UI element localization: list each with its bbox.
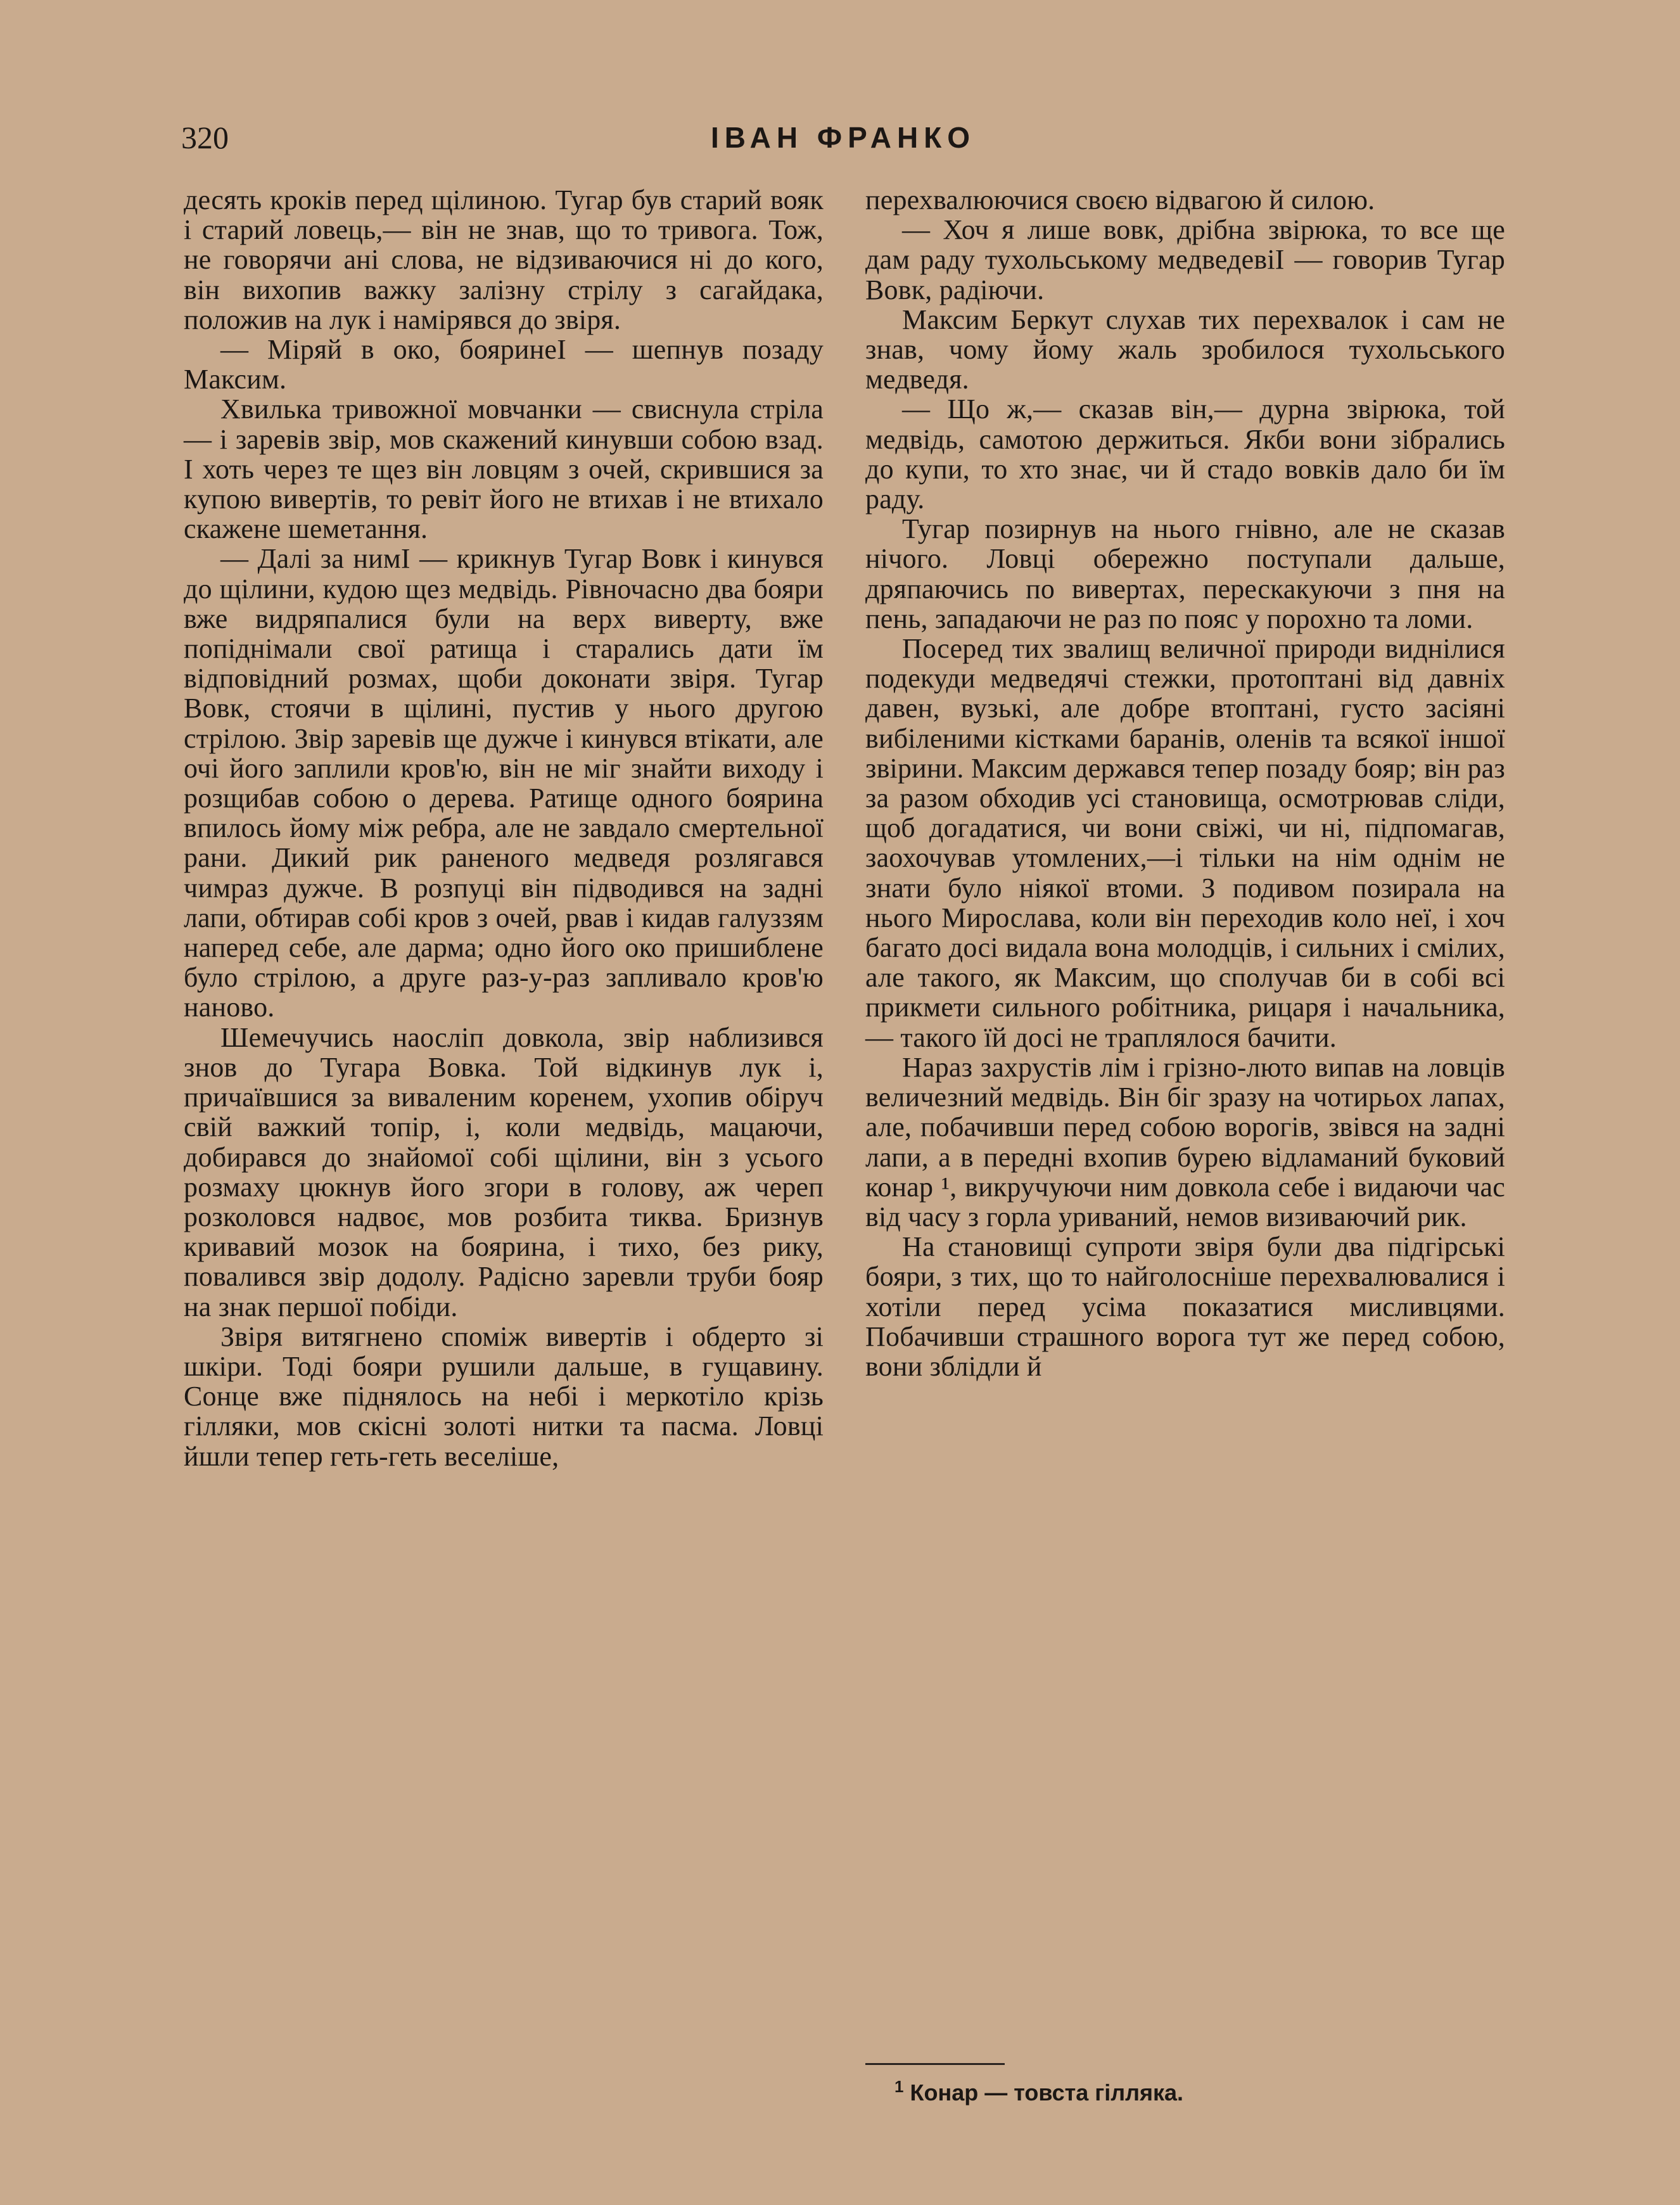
paragraph: перехвалюючися своєю відвагою й силою. <box>865 184 1375 215</box>
paragraph: На становищі супроти звіря були два підгірські бояри, з тих, що то найголосніше перехвалювалися і хотіли перед усіма показатися мисливцями. Побачивши страшного ворога тут же перед собою, вони зблідли й <box>865 1231 1505 1382</box>
running-title: ІВАН ФРАНКО <box>710 121 976 154</box>
paragraph: Максим Беркут слухав тих перехвалок і сам не знав, чому йому жаль зробилося тухольського медведя. <box>865 304 1505 395</box>
paragraph: — Що ж,— сказав він,— дурна звірюка, той медвідь, самотою держиться. Якби вони зібрались до купи, то хто знає, чи й стадо вовків дало би їм раду. <box>865 393 1505 515</box>
page-header <box>181 115 1505 160</box>
paragraph: Нараз захрустів лім і грізно-люто випав на ловців величезний медвідь. Він біг зразу на чотирьох лапах, але, побачивши перед собою ворогів, звівся на задні лапи, а в передні вхопив бурею відламаний буковий конар ¹, викручуючи ним довкола себе і видаючи час від часу з горла уриваний, немов визиваючий рик. <box>865 1051 1505 1232</box>
page-number: 320 <box>181 120 229 155</box>
right-column <box>865 185 1505 1381</box>
paragraph: Посеред тих звалищ величної природи виднілися подекуди медведячі стежки, протоптані від давніх давен, вузькі, але добре втоптані, густо засіяні вибіленими кістками баранів, оленів та всякої іншої звірини. Максим держався тепер позаду бояр; він раз за разом обходив усі становища, осмотрював сліди, щоб догадатися, чи вони свіжі, чи ні, підпомагав, заохочував утомлених,—і тільки на нім однім не знати було ніякої втоми. З подивом позирала на нього Мирослава, коли він переходив коло неї, і хоч багато досі видала вона молодців, і сильних і смілих, але такого, як Максим, що сполучав би в собі всі прикмети сильного робітника, рицаря і начальника,— такого їй досі не траплялося бачити. <box>865 633 1505 1053</box>
paragraph: Хвилька тривожної мовчанки — свиснула стріла — і заревів звір, мов скажений кинувши собою взад. І хоть через те щез він ловцям з очей, скрившися за купою вивертів, то ревіт його не втихав і не втихало скажене шеметання. <box>184 393 824 545</box>
paragraph: — Міряй в око, бояринеІ — шепнув позаду Максим. <box>184 334 824 395</box>
paragraph: десять кроків перед щілиною. Тугар був старий вояк і старий ловець,— він не знав, що то тривога. Тож, не говорячи ані слова, не відзиваючися ні до кого, він вихопив важку залізну стрілу з сагайдака, положив на лук і намірявся до звіря. <box>184 184 824 335</box>
paragraph: Шемечучись наосліп довкола, звір наблизився знов до Тугара Вовка. Той відкинув лук і, причаївшися за виваленим коренем, ухопив обіруч свій важкий топір, і, коли медвідь, мацаючи, добирався до знайомої собі щілини, він з усього розмаху цюкнув його згори в голову, аж череп розколовся надвоє, мов розбита тиква. Бризнув кривавий мозок на боярина, і тихо, без рику, повалився звір додолу. Радісно заревли труби бояр на знак першої побіди. <box>184 1021 824 1322</box>
paragraph: — Далі за нимІ — крикнув Тугар Вовк і кинувся до щілини, кудою щез медвідь. Рівночасно два бояри вже видряпалися були на верх виверту, вже попіднімали свої ратища і старались дати їм відповідний розмах, щоби доконати звіря. Тугар Вовк, стоячи в щілині, пустив у нього другою стрілою. Звір заревів ще дужче і кинувся втікати, але очі його заплили кров'ю, він не міг знайти виходу і розщибав собою о дерева. Ратище одного боярина впилось йому між ребра, але не завдало смертельної рани. Дикий рик раненого медведя розлягався чимраз дужче. В розпуці він підводився на задні лапи, обтирав собі кров з очей, рвав і кидав галуззям наперед себе, але дарма; одно його око пришиблене було стрілою, а друге раз-у-раз запливало кров'ю наново. <box>184 543 824 1023</box>
footnote-marker: 1 <box>894 2077 904 2096</box>
footnote <box>894 2071 1183 2109</box>
paragraph: — Хоч я лише вовк, дрібна звірюка, то все ще дам раду тухольському медведевіІ — говорив Тугар Вовк, радіючи. <box>865 214 1505 305</box>
paragraph: Тугар позирнув на нього гнівно, але не сказав нічого. Ловці обережно поступали дальше, дряпаючись по вивертах, перескакуючи з пня на пень, западаючи не раз по пояс у порохно та ломи. <box>865 513 1505 634</box>
footnote-text: Конар — товста гілляка. <box>910 2080 1184 2106</box>
left-column <box>184 185 824 1471</box>
footnote-divider <box>865 2063 1005 2065</box>
paragraph: Звіря витягнено споміж вивертів і обдерто зі шкіри. Тоді бояри рушили дальше, в гущавину. Сонце вже піднялось на небі і меркотіло крізь гілляки, мов скісні золоті нитки та пасма. Ловці йшли тепер геть-геть веселіше, <box>184 1320 824 1472</box>
